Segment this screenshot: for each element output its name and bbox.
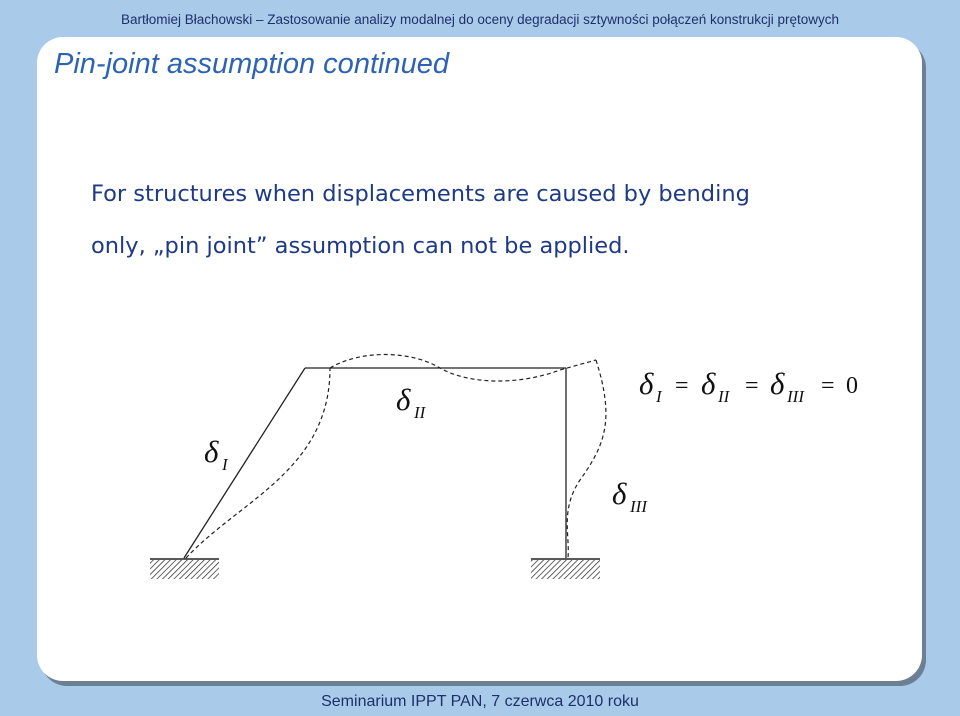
svg-text:II: II xyxy=(414,403,426,422)
presentation-footer: Seminarium IPPT PAN, 7 czerwca 2010 roku xyxy=(321,693,639,710)
svg-text:III: III xyxy=(787,387,804,406)
svg-text:δ: δ xyxy=(770,366,785,401)
svg-text:δ: δ xyxy=(204,434,219,469)
svg-text:0: 0 xyxy=(846,373,858,399)
left-support xyxy=(150,559,219,579)
svg-text:δ: δ xyxy=(639,366,654,401)
presentation-header: Bartłomiej Błachowski – Zastosowanie analizy modalnej do oceny degradacji sztywności połączeń konstrukcji prętowych xyxy=(120,12,840,27)
slide-title: Pin-joint assumption continued xyxy=(54,48,449,80)
svg-text:I: I xyxy=(656,387,662,406)
svg-text:δ: δ xyxy=(612,476,627,511)
body-line-2: only, „pin joint” assumption can not be applied. xyxy=(91,233,630,259)
svg-text:δ: δ xyxy=(701,366,716,401)
right-support xyxy=(531,559,600,579)
svg-text:=: = xyxy=(821,373,835,399)
svg-text:=: = xyxy=(745,373,759,399)
svg-text:=: = xyxy=(675,373,689,399)
label-delta-II xyxy=(396,382,427,422)
label-delta-I xyxy=(204,434,229,474)
displacement-equation xyxy=(639,366,858,406)
undeformed-frame xyxy=(184,368,566,558)
body-line-1: For structures when displacements are caused by bending xyxy=(91,181,750,207)
svg-text:δ: δ xyxy=(396,382,411,417)
svg-text:II: II xyxy=(718,387,730,406)
svg-text:III: III xyxy=(630,497,647,516)
label-delta-III xyxy=(612,476,648,516)
svg-text:I: I xyxy=(222,455,228,474)
